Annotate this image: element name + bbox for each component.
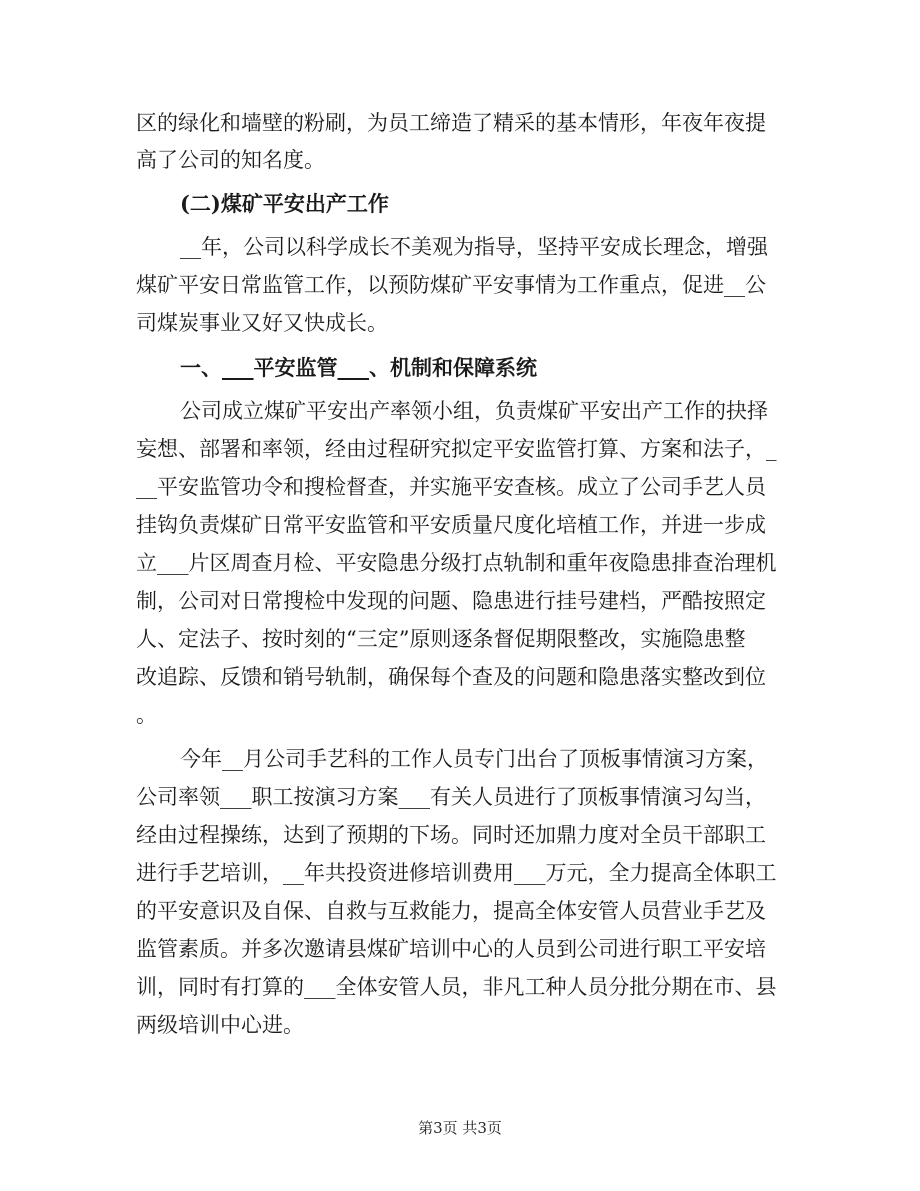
page-number: 第3页 共3页 — [418, 1119, 502, 1137]
body-line: 高了公司的知名度。 — [136, 148, 325, 172]
body-line: 人、定法子、按时刻的“三定”原则逐条督促期限整改，实施隐患整 — [136, 627, 746, 651]
body-line: 两级培训中心进。 — [136, 1013, 304, 1037]
body-line: __年，公司以科学成长不美观为指导，坚持平安成长理念，增强 — [180, 235, 768, 259]
body-line: 监管素质。并多次邀请县煤矿培训中心的人员到公司进行职工平安培 — [136, 937, 766, 961]
body-line: 的平安意识及自保、自救与互救能力，提高全体安管人员营业手艺及 — [136, 899, 766, 923]
section-heading: (二)煤矿平安出产工作 — [180, 191, 389, 216]
body-line: 公司成立煤矿平安出产率领小组，负责煤矿平安出产工作的抉择 — [180, 399, 768, 423]
body-line: 妄想、部署和率领，经由过程研究拟定平安监管打算、方案和法子，_ — [136, 437, 777, 461]
body-line: 司煤炭事业又好又快成长。 — [136, 311, 388, 335]
body-line: 训，同时有打算的___全体安管人员，非凡工种人员分批分期在市、县 — [136, 975, 777, 999]
body-line: 制，公司对日常搜检中发现的问题、隐患进行挂号建档，严酷按照定 — [136, 589, 766, 613]
body-line: __平安监管功令和搜检督查，并实施平安查核。成立了公司手艺人员 — [136, 475, 766, 499]
body-line: 公司率领___职工按演习方案___有关人员进行了顶板事情演习勾当， — [136, 785, 766, 809]
body-line: 经由过程操练，达到了预期的下场。同时还加鼎力度对全员干部职工 — [136, 823, 766, 847]
body-line: 进行手艺培训，__年共投资进修培训费用___万元，全力提高全体职工 — [136, 861, 777, 885]
body-line: 立___片区周查月检、平安隐患分级打点轨制和重年夜隐患排查治理机 — [136, 551, 777, 575]
section-heading: 一、___平安监管___、机制和保障系统 — [180, 355, 537, 380]
body-line: 。 — [136, 703, 157, 727]
body-line: 煤矿平安日常监管工作，以预防煤矿平安事情为工作重点，促进__公 — [136, 273, 766, 297]
body-line: 改追踪、反馈和销号轨制，确保每个查及的问题和隐患落实整改到位 — [136, 665, 766, 689]
body-line: 今年__月公司手艺科的工作人员专门出台了顶板事情演习方案， — [180, 747, 768, 771]
body-line: 区的绿化和墙壁的粉刷，为员工缔造了精采的基本情形，年夜年夜提 — [136, 111, 766, 135]
body-line: 挂钩负责煤矿日常平安监管和平安质量尺度化培植工作，并进一步成 — [136, 513, 766, 537]
